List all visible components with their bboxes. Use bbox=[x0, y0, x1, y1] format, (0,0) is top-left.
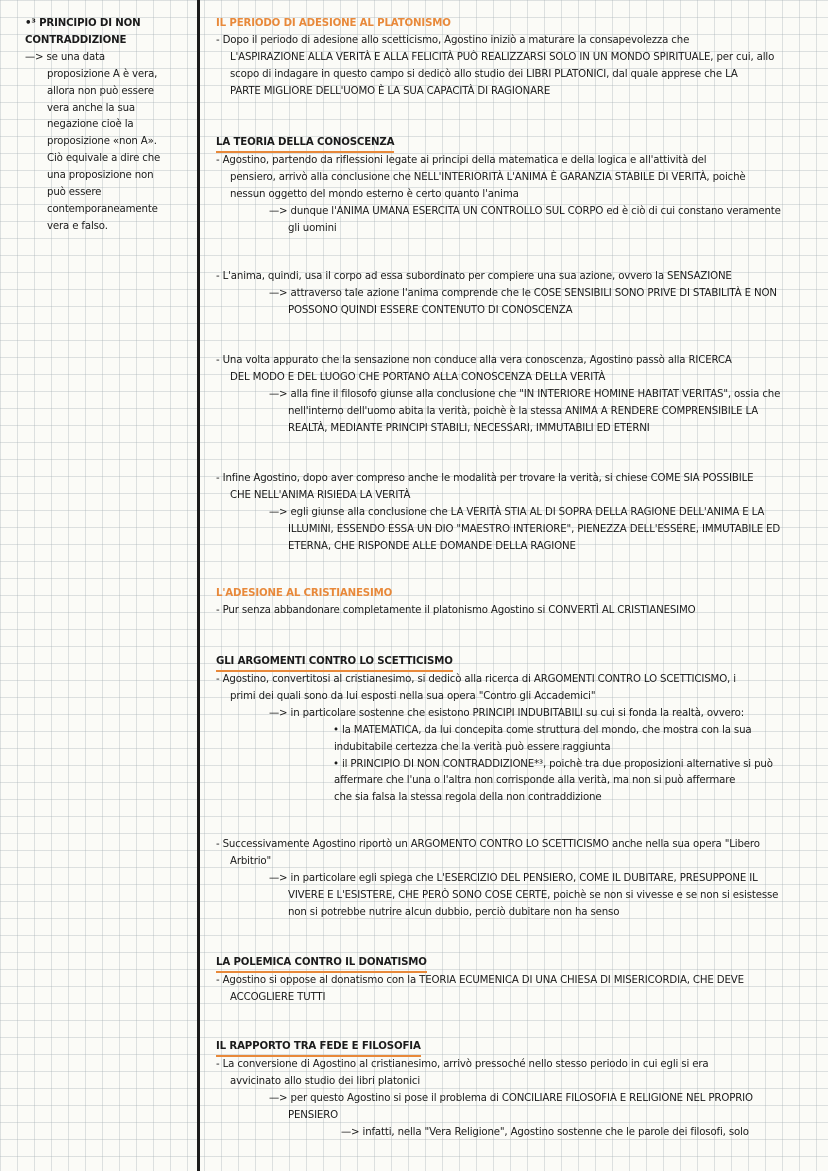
text-line: - Agostino, partendo da riflessioni legate ai principi della matematica e della logica e all'attività del bbox=[216, 155, 707, 166]
note-line: una proposizione non bbox=[47, 170, 154, 182]
note-heading: CONTRADDIZIONE bbox=[25, 34, 127, 46]
note-heading: •³ PRINCIPIO DI NON bbox=[25, 18, 141, 29]
block-ricerca bbox=[216, 353, 816, 438]
arrow-line: —> attraverso tale azione l'anima comprende che le COSE SENSIBILI SONO PRIVE DI STABILITÀ E NON bbox=[269, 287, 777, 299]
margin-divider bbox=[197, 0, 200, 1171]
arrow-line: —> infatti, nella "Vera Religione", Agostino sostenne che le parole dei filosofi, solo bbox=[341, 1126, 749, 1138]
text-line: POSSONO QUINDI ESSERE CONTENUTO DI CONOSCENZA bbox=[288, 304, 573, 316]
section-cristianesimo bbox=[216, 586, 816, 620]
text-line: DEL MODO E DEL LUOGO CHE PORTANO ALLA CONOSCENZA DELLA VERITÀ bbox=[230, 371, 606, 383]
note-line: allora non può essere bbox=[47, 85, 154, 97]
text-line: non si potrebbe nutrire alcun dubbio, perciò dubitare non ha senso bbox=[288, 906, 620, 918]
text-line: - Pur senza abbandonare completamente il platonismo Agostino si CONVERTÌ AL CRISTIANESIMO bbox=[216, 604, 696, 616]
text-line: pensiero, arrivò alla conclusione che NELL'INTERIORITÀ L'ANIMA È GARANZIA STABILE DI VERITÀ, poichè bbox=[230, 171, 746, 183]
text-line: - Una volta appurato che la sensazione non conduce alla vera conoscenza, Agostino passò alla RICERCA bbox=[216, 355, 732, 366]
text-line: CHE NELL'ANIMA RISIEDA LA VERITÀ bbox=[230, 489, 411, 501]
arrow-line: —> egli giunse alla conclusione che LA VERITÀ STIA AL DI SOPRA DELLA RAGIONE DELL'ANIMA E LA bbox=[269, 506, 765, 518]
note-line: —> se una data bbox=[25, 51, 106, 63]
section-scetticismo bbox=[216, 654, 816, 807]
text-line: PARTE MIGLIORE DELL'UOMO È LA SUA CAPACITÀ DI RAGIONARE bbox=[230, 85, 551, 97]
text-line: - Agostino, convertitosi al cristianesimo, si dedicò alla ricerca di ARGOMENTI CONTRO LO SCETTICISMO, i bbox=[216, 674, 736, 685]
text-line: affermare che l'una o l'altra non corrisponde alla verità, ma non si può affermare bbox=[334, 775, 736, 787]
block-verita bbox=[216, 471, 816, 556]
arrow-line: —> in particolare sostenne che esistono PRINCIPI INDUBITABILI su cui si fonda la realtà, ovvero: bbox=[269, 707, 744, 719]
note-line: vera e falso. bbox=[47, 220, 108, 232]
text-line: primi dei quali sono da lui esposti nella sua opera "Contro gli Accademici" bbox=[230, 690, 596, 702]
text-line: ACCOGLIERE TUTTI bbox=[230, 991, 326, 1003]
text-line: avvicinato allo studio dei libri platonici bbox=[230, 1075, 421, 1087]
arrow-line: —> per questo Agostino si pose il problema di CONCILIARE FILOSOFIA E RELIGIONE NEL PROPRIO bbox=[269, 1092, 753, 1104]
note-line: proposizione «non A». bbox=[47, 136, 157, 148]
arrow-line: —> in particolare egli spiega che L'ESERCIZIO DEL PENSIERO, COME IL DUBITARE, PRESUPPONE IL bbox=[269, 872, 758, 884]
section-fede-filosofia bbox=[216, 1039, 816, 1142]
text-line: ETERNA, CHE RISPONDE ALLE DOMANDE DELLA RAGIONE bbox=[288, 540, 576, 552]
note-line: contemporaneamente bbox=[47, 203, 158, 215]
text-line: nessun oggetto del mondo esterno è certo quanto l'anima bbox=[230, 188, 519, 200]
note-line: proposizione A è vera, bbox=[47, 68, 158, 80]
text-line: PENSIERO bbox=[288, 1109, 339, 1121]
section-platonismo bbox=[216, 16, 816, 101]
section-conoscenza bbox=[216, 135, 816, 238]
section-heading: GLI ARGOMENTI CONTRO LO SCETTICISMO bbox=[216, 655, 453, 672]
text-line: - Dopo il periodo di adesione allo scetticismo, Agostino iniziò a maturare la consapevolezza che bbox=[216, 34, 690, 46]
arrow-line: —> alla fine il filosofo giunse alla conclusione che "IN INTERIORE HOMINE HABITAT VERITAS", ossia che bbox=[269, 388, 781, 400]
text-line: REALTÀ, MEDIANTE PRINCIPI STABILI, NECESSARI, IMMUTABILI ED ETERNI bbox=[288, 422, 650, 434]
text-line: - L'anima, quindi, usa il corpo ad essa subordinato per compiere una sua azione, ovvero la SENSAZIONE bbox=[216, 271, 732, 282]
block-sensazione bbox=[216, 269, 816, 320]
note-line: vera anche la sua bbox=[47, 102, 135, 114]
section-heading: LA TEORIA DELLA CONOSCENZA bbox=[216, 136, 394, 153]
text-line: ILLUMINI, ESSENDO ESSA UN DIO "MAESTRO INTERIORE", PIENEZZA DELL'ESSERE, IMMUTABILE ED bbox=[288, 523, 781, 535]
section-heading: L'ADESIONE AL CRISTIANESIMO bbox=[216, 588, 393, 599]
text-line: - La conversione di Agostino al cristianesimo, arrivò pressoché nello stesso periodo in cui egli si era bbox=[216, 1059, 709, 1070]
section-donatismo bbox=[216, 955, 816, 1007]
block-libero-arbitrio bbox=[216, 837, 816, 922]
text-line: scopo di indagare in questo campo si dedicò allo studio dei LIBRI PLATONICI, dal quale apprese che LA bbox=[230, 68, 738, 80]
text-line: VIVERE E L'ESISTERE, CHE PERÒ SONO COSE CERTE, poichè se non si vivesse e se non si esistesse bbox=[288, 889, 779, 901]
text-line: - Infine Agostino, dopo aver compreso anche le modalità per trovare la verità, si chiese COME SIA POSSIBILE bbox=[216, 473, 754, 484]
arrow-line: —> dunque l'ANIMA UMANA ESERCITA UN CONTROLLO SUL CORPO ed è ciò di cui constano veramente bbox=[269, 205, 781, 217]
text-line: Arbitrio" bbox=[230, 855, 272, 867]
text-line: indubitabile certezza che la verità può essere raggiunta bbox=[334, 741, 611, 753]
text-line: - Successivamente Agostino riportò un ARGOMENTO CONTRO LO SCETTICISMO anche nella sua opera "Libero bbox=[216, 839, 760, 850]
note-line: Ciò equivale a dire che bbox=[47, 153, 161, 165]
section-heading: IL PERIODO DI ADESIONE AL PLATONISMO bbox=[216, 18, 451, 29]
note-line: può essere bbox=[47, 187, 102, 199]
section-heading: LA POLEMICA CONTRO IL DONATISMO bbox=[216, 956, 427, 973]
text-line: L'ASPIRAZIONE ALLA VERITÀ E ALLA FELICITÀ PUÒ REALIZZARSI SOLO IN UN MONDO SPIRITUALE, per cui, allo bbox=[230, 51, 775, 63]
note-line: negazione cioè la bbox=[47, 119, 134, 131]
bullet-item: • la MATEMATICA, da lui concepita come struttura del mondo, che mostra con la sua bbox=[333, 724, 752, 736]
sidebar-note bbox=[25, 16, 185, 236]
text-line: gli uomini bbox=[288, 222, 337, 234]
text-line: nell'interno dell'uomo abita la verità, poichè è la stessa ANIMA A RENDERE COMPRENSIBILE LA bbox=[288, 405, 759, 417]
section-heading: IL RAPPORTO TRA FEDE E FILOSOFIA bbox=[216, 1040, 421, 1057]
text-line: - Agostino si oppose al donatismo con la TEORIA ECUMENICA DI UNA CHIESA DI MISERICORDIA, CHE DEVE bbox=[216, 975, 744, 986]
text-line: che sia falsa la stessa regola della non contraddizione bbox=[334, 792, 602, 804]
bullet-item: • il PRINCIPIO DI NON CONTRADDIZIONE*³, poichè tra due proposizioni alternative si può bbox=[333, 758, 773, 770]
